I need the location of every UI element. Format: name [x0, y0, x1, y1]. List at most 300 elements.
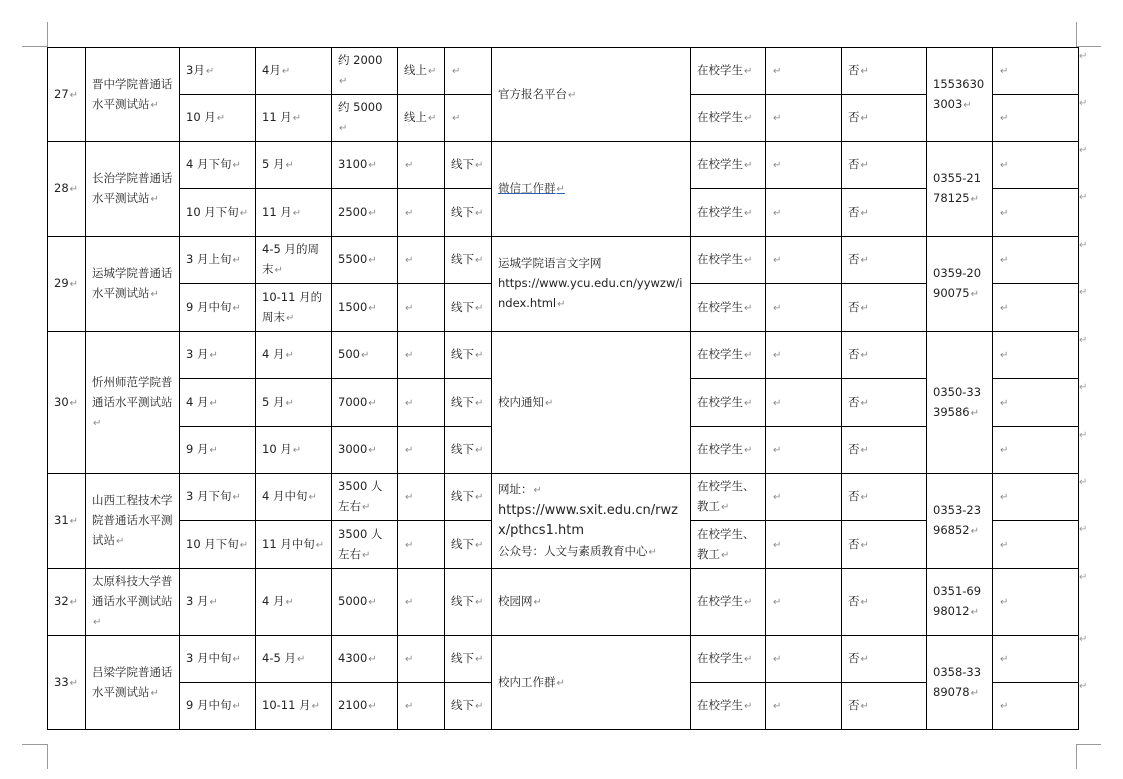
paragraph-mark: ↵ [773, 597, 782, 608]
offline-mode: 线下↵ [445, 636, 492, 683]
paragraph-mark: ↵ [860, 654, 869, 665]
paragraph-mark: ↵ [1000, 113, 1009, 124]
target-group: 在校学生↵ [691, 332, 766, 379]
test-time: 10-11 月的周末↵ [256, 284, 332, 332]
notice-channel [492, 474, 691, 569]
online-mode [398, 332, 445, 379]
charge-field: 否↵ [842, 284, 927, 332]
paragraph-mark: ↵ [232, 654, 241, 665]
table-row [48, 48, 1079, 95]
contact-phone: 15536303003↵ [927, 48, 993, 142]
online-mode [398, 142, 445, 189]
paragraph-mark: ↵ [209, 397, 218, 409]
paragraph-mark: ↵ [533, 485, 542, 496]
paragraph-mark: ↵ [556, 184, 565, 195]
paragraph-mark: ↵ [773, 654, 782, 665]
charge-field: 否↵ [842, 683, 927, 730]
crop-mark [22, 744, 47, 745]
test-count: 3500 人左右↵ [332, 474, 398, 521]
station-number: 30↵ [48, 332, 86, 474]
paragraph-mark: ↵ [773, 539, 782, 551]
row-end-mark: ↵ [1079, 145, 1088, 156]
paragraph-mark: ↵ [368, 445, 377, 456]
paragraph-mark: ↵ [744, 113, 753, 124]
extra-field [766, 284, 842, 332]
notice-channel [492, 569, 691, 636]
crop-mark [1076, 22, 1077, 47]
paragraph-mark: ↵ [69, 184, 79, 195]
paragraph-mark: ↵ [1000, 66, 1009, 77]
paragraph-mark: ↵ [239, 207, 249, 219]
table-row [48, 142, 1079, 189]
online-mode [398, 569, 445, 636]
paragraph-mark: ↵ [209, 350, 218, 361]
crop-mark [22, 46, 47, 47]
offline-mode: 线下↵ [445, 189, 492, 237]
paragraph-mark: ↵ [93, 617, 102, 628]
paragraph-mark: ↵ [405, 654, 414, 665]
paragraph-mark: ↵ [69, 89, 79, 101]
paragraph-mark: ↵ [475, 160, 484, 171]
extra-field [766, 379, 842, 427]
paragraph-mark: ↵ [475, 350, 484, 361]
charge-field: 否↵ [842, 237, 927, 284]
paragraph-mark: ↵ [860, 492, 869, 503]
paragraph-mark: ↵ [475, 302, 484, 314]
crop-mark [1076, 744, 1077, 769]
paragraph-mark: ↵ [428, 113, 437, 124]
test-count: 7000↵ [332, 379, 398, 427]
online-mode [398, 474, 445, 521]
paragraph-mark: ↵ [285, 160, 294, 171]
station-name: 太原科技大学普通话水平测试站↵ [86, 569, 180, 636]
signup-time: 9 月中旬↵ [180, 284, 256, 332]
paragraph-mark: ↵ [308, 492, 317, 503]
station-name: 山西工程技术学院普通话水平测试站↵ [86, 474, 180, 569]
row-end-mark: ↵ [1079, 240, 1088, 251]
test-count: 1500↵ [332, 284, 398, 332]
row-end-mark: ↵ [1079, 572, 1088, 583]
charge-field: 否↵ [842, 636, 927, 683]
paragraph-mark: ↵ [860, 207, 869, 219]
paragraph-mark: ↵ [209, 445, 218, 456]
paragraph-mark: ↵ [1000, 397, 1009, 409]
station-number: 33↵ [48, 636, 86, 730]
signup-time: 10 月下旬↵ [180, 189, 256, 237]
offline-mode: 线下↵ [445, 332, 492, 379]
paragraph-mark: ↵ [362, 502, 371, 513]
paragraph-mark: ↵ [744, 701, 753, 712]
test-time: 4 月↵ [256, 569, 332, 636]
row-end-mark: ↵ [1079, 477, 1088, 488]
extra-field [766, 636, 842, 683]
paragraph-mark: ↵ [1000, 492, 1009, 503]
contact-phone: 0358-3389078↵ [927, 636, 993, 730]
remark-field [993, 95, 1079, 142]
paragraph-mark: ↵ [1000, 597, 1009, 608]
paragraph-mark: ↵ [285, 350, 294, 361]
test-time: 11 月中旬↵ [256, 521, 332, 569]
extra-field [766, 474, 842, 521]
station-number: 28↵ [48, 142, 86, 237]
paragraph-mark: ↵ [475, 397, 484, 409]
paragraph-mark: ↵ [475, 654, 484, 665]
target-group: 在校学生↵ [691, 95, 766, 142]
paragraph-mark: ↵ [860, 701, 869, 712]
offline-mode: 线下↵ [445, 142, 492, 189]
table-row [48, 636, 1079, 683]
station-number: 27↵ [48, 48, 86, 142]
online-mode [398, 237, 445, 284]
offline-mode: 线下↵ [445, 521, 492, 569]
remark-field [993, 521, 1079, 569]
channel-line: https://www.sxit.edu.cn/rwzx/pthcs1.htm [498, 503, 678, 538]
paragraph-mark: ↵ [475, 492, 484, 503]
paragraph-mark: ↵ [339, 76, 348, 87]
paragraph-mark: ↵ [452, 113, 461, 124]
extra-field [766, 683, 842, 730]
paragraph-mark: ↵ [232, 492, 241, 503]
test-time: 4月↵ [256, 48, 332, 95]
notice-channel [492, 332, 691, 474]
paragraph-mark: ↵ [860, 597, 869, 608]
test-time: 5 月↵ [256, 142, 332, 189]
channel-line: 运城学院语言文字网 [498, 256, 602, 270]
paragraph-mark: ↵ [773, 160, 782, 171]
paragraph-mark: ↵ [405, 701, 414, 712]
station-name: 晋中学院普通话水平测试站↵ [86, 48, 180, 142]
online-mode [398, 683, 445, 730]
paragraph-mark: ↵ [860, 255, 869, 266]
paragraph-mark: ↵ [232, 255, 241, 266]
target-group: 在校学生↵ [691, 142, 766, 189]
paragraph-mark: ↵ [232, 701, 241, 712]
paragraph-mark: ↵ [368, 302, 377, 314]
remark-field [993, 142, 1079, 189]
target-group: 在校学生、教工↵ [691, 474, 766, 521]
test-time: 11 月↵ [256, 95, 332, 142]
channel-line: 校内工作群↵ [498, 674, 565, 689]
paragraph-mark: ↵ [93, 417, 102, 429]
station-number: 31↵ [48, 474, 86, 569]
paragraph-mark: ↵ [405, 255, 414, 266]
extra-field [766, 142, 842, 189]
remark-field [993, 237, 1079, 284]
test-count: 2500↵ [332, 189, 398, 237]
channel-line: 校园网↵ [498, 594, 542, 608]
paragraph-mark: ↵ [1000, 539, 1009, 551]
notice-channel [492, 237, 691, 332]
paragraph-mark: ↵ [970, 194, 979, 205]
paragraph-mark: ↵ [970, 407, 979, 419]
paragraph-mark: ↵ [286, 312, 295, 324]
charge-field: 否↵ [842, 474, 927, 521]
crop-mark [1076, 46, 1101, 47]
paragraph-mark: ↵ [744, 350, 753, 361]
paragraph-mark: ↵ [150, 194, 159, 205]
online-mode [398, 189, 445, 237]
online-mode [398, 636, 445, 683]
online-mode [398, 427, 445, 474]
paragraph-mark: ↵ [69, 279, 79, 290]
paragraph-mark: ↵ [721, 549, 730, 561]
paragraph-mark: ↵ [744, 207, 753, 219]
row-end-mark: ↵ [1079, 98, 1088, 109]
paragraph-mark: ↵ [773, 207, 782, 219]
target-group: 在校学生、教工↵ [691, 521, 766, 569]
paragraph-mark: ↵ [292, 207, 302, 219]
paragraph-mark: ↵ [281, 66, 291, 77]
paragraph-mark: ↵ [773, 350, 782, 361]
offline-mode: 线下↵ [445, 379, 492, 427]
test-time: 11 月↵ [256, 189, 332, 237]
extra-field [766, 95, 842, 142]
extra-field [766, 569, 842, 636]
test-time: 10-11 月↵ [256, 683, 332, 730]
row-end-mark: ↵ [1079, 681, 1088, 692]
notice-channel [492, 48, 691, 142]
test-count: 约 2000↵ [332, 48, 398, 95]
test-time: 5 月↵ [256, 379, 332, 427]
crop-mark [47, 744, 48, 769]
test-time: 10 月↵ [256, 427, 332, 474]
extra-field [766, 332, 842, 379]
charge-field: 否↵ [842, 332, 927, 379]
paragraph-mark: ↵ [773, 113, 782, 124]
paragraph-mark: ↵ [360, 350, 370, 361]
online-mode [398, 521, 445, 569]
paragraph-mark: ↵ [860, 350, 869, 361]
paragraph-mark: ↵ [744, 597, 753, 608]
paragraph-mark: ↵ [1000, 207, 1009, 219]
test-time: 4 月中旬↵ [256, 474, 332, 521]
paragraph-mark: ↵ [1000, 701, 1009, 712]
offline-mode: 线下↵ [445, 427, 492, 474]
paragraph-mark: ↵ [773, 302, 782, 314]
test-time: 4 月↵ [256, 332, 332, 379]
row-end-mark: ↵ [1079, 192, 1088, 203]
contact-phone: 0353-2396852↵ [927, 474, 993, 569]
paragraph-mark: ↵ [744, 302, 753, 314]
paragraph-mark: ↵ [69, 597, 79, 608]
paragraph-mark: ↵ [860, 160, 869, 171]
paragraph-mark: ↵ [860, 66, 869, 77]
signup-time: 3 月↵ [180, 332, 256, 379]
paragraph-mark: ↵ [721, 502, 730, 513]
paragraph-mark: ↵ [860, 397, 869, 409]
paragraph-mark: ↵ [405, 539, 414, 551]
paragraph-mark: ↵ [405, 207, 414, 219]
paragraph-mark: ↵ [475, 207, 484, 219]
remark-field [993, 48, 1079, 95]
paragraph-mark: ↵ [205, 66, 215, 77]
station-number: 32↵ [48, 569, 86, 636]
offline-mode [445, 95, 492, 142]
crop-mark [1076, 744, 1101, 745]
paragraph-mark: ↵ [475, 255, 484, 266]
channel-line: 官方报名平台↵ [498, 86, 577, 101]
station-name: 忻州师范学院普通话水平测试站↵ [86, 332, 180, 474]
signup-time: 10 月下旬↵ [180, 521, 256, 569]
contact-phone: 0355-2178125↵ [927, 142, 993, 237]
charge-field: 否↵ [842, 95, 927, 142]
paragraph-mark: ↵ [773, 255, 782, 266]
paragraph-mark: ↵ [773, 66, 782, 77]
paragraph-mark: ↵ [860, 302, 869, 314]
paragraph-mark: ↵ [744, 654, 753, 665]
offline-mode: 线下↵ [445, 683, 492, 730]
paragraph-mark: ↵ [285, 597, 294, 608]
paragraph-mark: ↵ [1000, 255, 1009, 266]
paragraph-mark: ↵ [292, 113, 302, 124]
remark-field [993, 427, 1079, 474]
test-time: 4-5 月↵ [256, 636, 332, 683]
test-time: 4-5 月的周末↵ [256, 237, 332, 284]
paragraph-mark: ↵ [405, 160, 414, 171]
paragraph-mark: ↵ [1000, 445, 1009, 456]
channel-line[interactable]: 微信工作群↵ [498, 181, 565, 195]
extra-field [766, 48, 842, 95]
paragraph-mark: ↵ [744, 255, 753, 266]
remark-field [993, 569, 1079, 636]
table-row [48, 332, 1079, 379]
remark-field [993, 284, 1079, 332]
paragraph-mark: ↵ [405, 302, 414, 314]
paragraph-mark: ↵ [368, 160, 377, 171]
paragraph-mark: ↵ [368, 701, 377, 712]
paragraph-mark: ↵ [368, 397, 377, 409]
target-group: 在校学生↵ [691, 569, 766, 636]
signup-time: 10 月↵ [180, 95, 256, 142]
channel-line: 公众号：人文与素质教育中心↵ [498, 544, 657, 558]
paragraph-mark: ↵ [232, 302, 241, 314]
paragraph-mark: ↵ [69, 677, 79, 689]
paragraph-mark: ↵ [1000, 654, 1009, 665]
row-end-mark: ↵ [1079, 430, 1088, 441]
signup-time: 3 月上旬↵ [180, 237, 256, 284]
paragraph-mark: ↵ [405, 397, 414, 409]
paragraph-mark: ↵ [150, 687, 159, 699]
row-end-mark: ↵ [1079, 382, 1088, 393]
paragraph-mark: ↵ [744, 445, 753, 456]
offline-mode: 线下↵ [445, 474, 492, 521]
paragraph-mark: ↵ [69, 397, 79, 409]
target-group: 在校学生↵ [691, 636, 766, 683]
paragraph-mark: ↵ [368, 255, 377, 266]
target-group: 在校学生↵ [691, 189, 766, 237]
paragraph-mark: ↵ [292, 445, 302, 456]
test-count: 2100↵ [332, 683, 398, 730]
test-count: 3000↵ [332, 427, 398, 474]
paragraph-mark: ↵ [557, 299, 566, 310]
paragraph-mark: ↵ [963, 99, 972, 111]
charge-field: 否↵ [842, 569, 927, 636]
test-count: 5500↵ [332, 237, 398, 284]
paragraph-mark: ↵ [1000, 350, 1009, 361]
paragraph-mark: ↵ [533, 597, 542, 608]
target-group: 在校学生↵ [691, 284, 766, 332]
paragraph-mark: ↵ [232, 160, 241, 171]
row-end-mark: ↵ [1079, 51, 1088, 62]
row-end-mark: ↵ [1079, 524, 1088, 535]
charge-field: 否↵ [842, 521, 927, 569]
paragraph-mark: ↵ [970, 687, 979, 699]
paragraph-mark: ↵ [545, 397, 554, 409]
paragraph-mark: ↵ [368, 597, 377, 608]
contact-phone: 0350-3339586↵ [927, 332, 993, 474]
remark-field [993, 683, 1079, 730]
channel-line: 校内通知↵ [498, 394, 554, 409]
target-group: 在校学生↵ [691, 683, 766, 730]
paragraph-mark: ↵ [362, 549, 371, 561]
paragraph-mark: ↵ [475, 445, 484, 456]
remark-field [993, 636, 1079, 683]
row-end-mark: ↵ [1079, 335, 1088, 346]
paragraph-mark: ↵ [970, 526, 979, 537]
row-end-mark: ↵ [1079, 287, 1088, 298]
remark-field [993, 474, 1079, 521]
paragraph-mark: ↵ [860, 539, 869, 551]
offline-mode [445, 48, 492, 95]
offline-mode: 线下↵ [445, 284, 492, 332]
paragraph-mark: ↵ [648, 547, 657, 558]
signup-time: 3 月中旬↵ [180, 636, 256, 683]
paragraph-mark: ↵ [209, 597, 218, 608]
paragraph-mark: ↵ [405, 597, 414, 608]
crop-mark [47, 22, 48, 47]
test-count: 5000↵ [332, 569, 398, 636]
paragraph-mark: ↵ [311, 701, 320, 712]
paragraph-mark: ↵ [296, 654, 306, 665]
paragraph-mark: ↵ [150, 289, 159, 300]
paragraph-mark: ↵ [773, 445, 782, 456]
target-group: 在校学生↵ [691, 237, 766, 284]
target-group: 在校学生↵ [691, 379, 766, 427]
charge-field: 否↵ [842, 142, 927, 189]
paragraph-mark: ↵ [69, 516, 79, 527]
signup-time: 3 月下旬↵ [180, 474, 256, 521]
test-count: 4300↵ [332, 636, 398, 683]
contact-phone: 0359-2090075↵ [927, 237, 993, 332]
paragraph-mark: ↵ [1000, 160, 1009, 171]
test-count: 500↵ [332, 332, 398, 379]
charge-field: 否↵ [842, 427, 927, 474]
signup-time: 9 月↵ [180, 427, 256, 474]
channel-line: https://www.ycu.edu.cn/yywzw/index.html↵ [498, 276, 683, 310]
remark-field [993, 332, 1079, 379]
paragraph-mark: ↵ [368, 654, 377, 665]
paragraph-mark: ↵ [773, 397, 782, 409]
paragraph-mark: ↵ [216, 113, 226, 124]
target-group: 在校学生↵ [691, 427, 766, 474]
offline-mode: 线下↵ [445, 569, 492, 636]
paragraph-mark: ↵ [475, 701, 484, 712]
paragraph-mark: ↵ [970, 289, 979, 300]
paragraph-mark: ↵ [475, 597, 484, 608]
station-name: 吕梁学院普通话水平测试站↵ [86, 636, 180, 730]
online-mode [398, 379, 445, 427]
paragraph-mark: ↵ [274, 265, 283, 276]
station-name: 长治学院普通话水平测试站↵ [86, 142, 180, 237]
station-name: 运城学院普通话水平测试站↵ [86, 237, 180, 332]
signup-time: 4 月下旬↵ [180, 142, 256, 189]
paragraph-mark: ↵ [773, 701, 782, 712]
table-row [48, 237, 1079, 284]
test-count: 3100↵ [332, 142, 398, 189]
paragraph-mark: ↵ [315, 539, 325, 551]
paragraph-mark: ↵ [285, 397, 294, 409]
extra-field [766, 189, 842, 237]
